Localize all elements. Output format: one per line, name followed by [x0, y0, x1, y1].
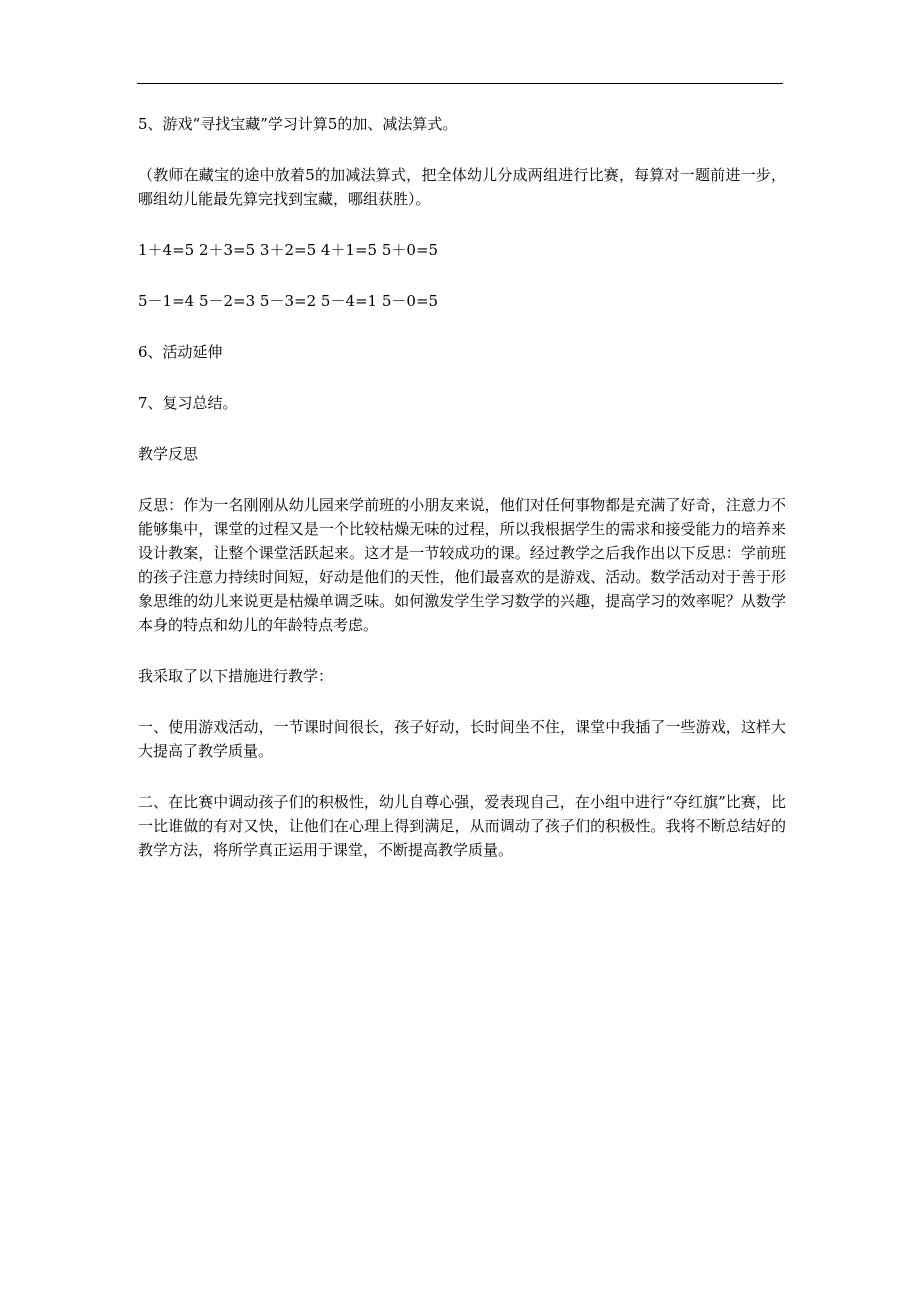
- reflection-title: 教学反思: [138, 445, 199, 463]
- measures-intro: 我采取了以下措施进行教学：: [138, 667, 334, 685]
- step-7-heading: 7、复习总结。: [138, 394, 238, 412]
- measure-two: 二、在比赛中调动孩子们的积极性，幼儿自尊心强，爱表现自己，在小组中进行“夺红旗”比赛，比一比谁做的有对又快，让他们在心理上得到满足，从而调动了孩子们的积极性。我将不断总结好的教学方法，将所学真正运用于课堂，不断提高教学质量。: [138, 793, 786, 859]
- addition-equations: 1＋4=5 2＋3=5 3＋2=5 4＋1=5 5＋0=5: [138, 241, 439, 259]
- reflection-paragraph: 反思：作为一名刚刚从幼儿园来学前班的小朋友来说，他们对任何事物都是充满了好奇，注意力不能够集中，课堂的过程又是一个比较枯燥无味的过程，所以我根据学生的需求和接受能力的培养来设计教案，让整个课堂活跃起来。这才是一节较成功的课。经过教学之后我作出以下反思：学前班的孩子注意力持续时间短，好动是他们的天性，他们最喜欢的是游戏、活动。数学活动对于善于形象思维的幼儿来说更是枯燥单调乏味。如何激发学生学习数学的兴趣，提高学习的效率呢？从数学本身的特点和幼儿的年龄特点考虑。: [138, 496, 786, 634]
- step-5-heading: 5、游戏“寻找宝藏”学习计算5的加、减法算式。: [138, 115, 458, 133]
- header-rule: [137, 83, 783, 84]
- step-6-heading: 6、活动延伸: [138, 343, 223, 361]
- document-body: [138, 112, 786, 889]
- measure-one: 一、使用游戏活动，一节课时间很长，孩子好动，长时间坐不住，课堂中我插了一些游戏，这样大大提高了教学质量。: [138, 718, 786, 760]
- step-5-description: （教师在藏宝的途中放着5的加减法算式，把全体幼儿分成两组进行比赛，每算对一题前进一步，哪组幼儿能最先算完找到宝藏，哪组获胜）。: [138, 166, 786, 208]
- subtraction-equations: 5－1=4 5－2=3 5－3=2 5－4=1 5－0=5: [138, 292, 439, 310]
